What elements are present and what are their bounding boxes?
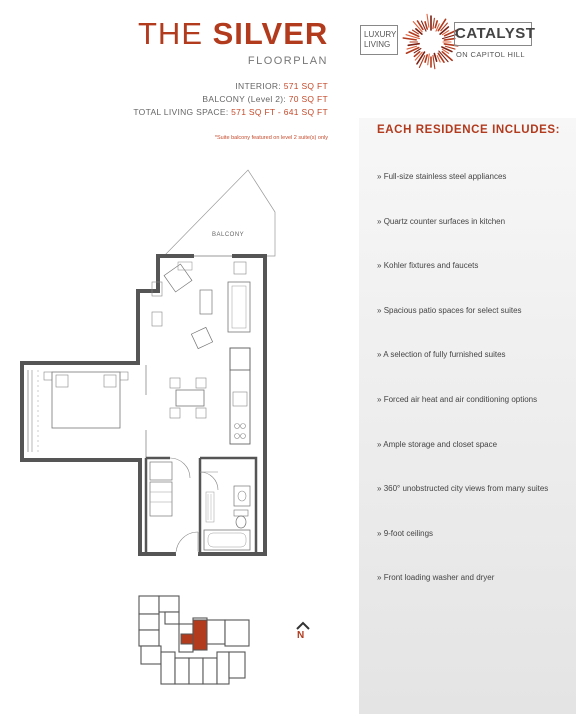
burst-ray [433, 18, 434, 28]
bullet: » [377, 573, 382, 583]
north-label: N [297, 630, 305, 641]
bed [52, 372, 120, 428]
sofa [228, 282, 250, 332]
feature-item [377, 484, 548, 529]
feature-text: 9-foot ceilings [383, 528, 434, 538]
unit-highlight [193, 620, 207, 650]
feature-text: 360° unobstructed city views from many suites [383, 484, 549, 494]
burst-ray [425, 22, 427, 29]
key-plan [135, 590, 255, 690]
balcony-label: BALCONY (Level 2): [202, 94, 287, 104]
bullet: » [377, 394, 382, 404]
area-stats [100, 80, 328, 119]
catalyst-tagline: ON CAPITOL HILL [456, 50, 525, 59]
feature-text: Ample storage and closet space [383, 439, 498, 449]
burst-ray [403, 38, 416, 40]
vanity [234, 486, 250, 506]
lux-line-1: LUXURY [364, 30, 397, 39]
feature-item [377, 395, 548, 440]
bullet: » [377, 350, 382, 360]
page-title [138, 16, 328, 52]
total-row [100, 106, 328, 119]
bullet: » [377, 172, 382, 181]
burst-ray [433, 55, 435, 68]
feature-item [377, 573, 548, 618]
bullet: » [377, 261, 382, 271]
bullet: » [377, 484, 382, 494]
feature-text: Full-size stainless steel appliances [383, 172, 507, 181]
bullet: » [377, 439, 382, 449]
total-value: 571 SQ FT - 641 SQ FT [231, 107, 328, 117]
feature-list [377, 172, 548, 618]
interior-value: 571 SQ FT [283, 81, 328, 91]
luxury-living-box [360, 25, 398, 55]
feature-text: Quartz counter surfaces in kitchen [383, 216, 506, 226]
bullet: » [377, 216, 382, 226]
burst-ray [434, 54, 436, 62]
feature-item [377, 440, 548, 485]
burst-ray [408, 44, 419, 46]
catalyst-name: CATALYST [454, 22, 532, 46]
balcony-note: *Suite balcony featured on level 2 suite(s) only [214, 135, 328, 141]
feature-text: Forced air heat and air conditioning options [383, 394, 538, 404]
floor-plan [0, 160, 290, 560]
washer-dryer [150, 462, 172, 480]
balcony-label: BALCONY [212, 232, 245, 238]
feature-item [377, 172, 548, 217]
interior-label: INTERIOR: [235, 81, 282, 91]
lux-line-2: LIVING [364, 40, 391, 49]
catalyst-logo [358, 12, 534, 72]
burst-ray [427, 14, 429, 27]
feature-item [377, 306, 548, 351]
bullet: » [377, 305, 382, 315]
interior-row [100, 80, 328, 93]
title-word-1: THE [138, 16, 203, 51]
feature-item [377, 261, 548, 306]
burst-ray [428, 54, 430, 65]
burst-ray [425, 55, 427, 62]
title-word-2: SILVER [212, 16, 329, 51]
feature-text: Spacious patio spaces for select suites [383, 305, 522, 315]
dining-table [176, 390, 204, 406]
feature-text: Kohler fixtures and faucets [383, 261, 479, 271]
balcony-outline [164, 170, 275, 256]
balcony-value: 70 SQ FT [288, 94, 328, 104]
balcony-row [100, 93, 328, 106]
includes-heading: EACH RESIDENCE INCLUDES: [377, 124, 561, 136]
bullet: » [377, 528, 382, 538]
starburst-logo-icon [402, 12, 460, 72]
feature-item [377, 350, 548, 395]
subtitle: FLOORPLAN [247, 55, 328, 67]
feature-text: Front loading washer and dryer [383, 573, 495, 583]
total-label: TOTAL LIVING SPACE: [133, 107, 229, 117]
feature-item [377, 529, 548, 574]
feature-item [377, 217, 548, 262]
feature-text: A selection of fully furnished suites [383, 350, 506, 360]
outer-wall [22, 256, 265, 554]
burst-ray [435, 21, 437, 28]
